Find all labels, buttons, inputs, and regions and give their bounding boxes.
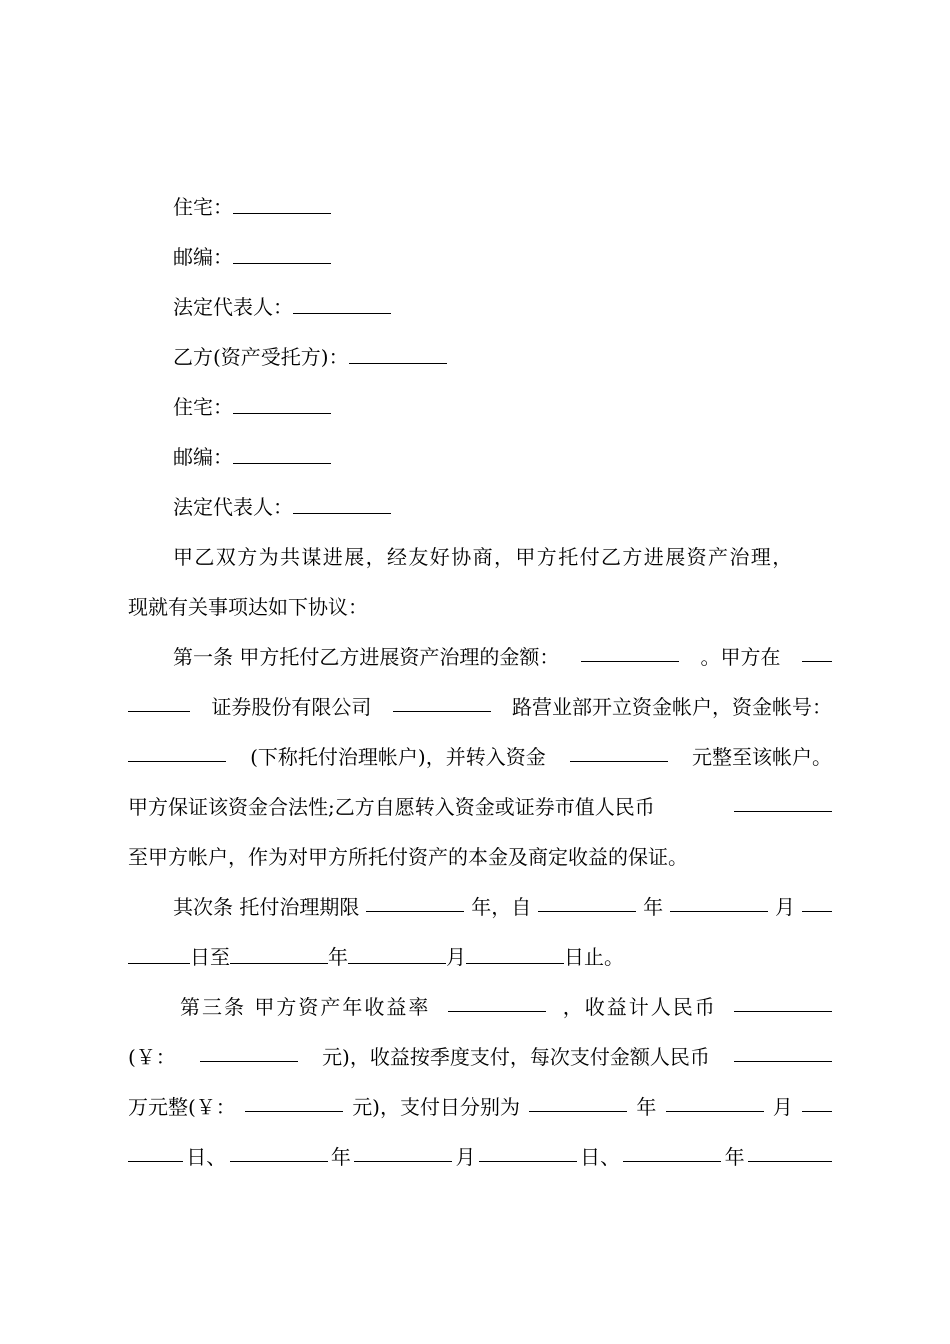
article-1-line-1	[173, 643, 832, 671]
article-1-line-5: 至甲方帐户，作为对甲方所托付资产的本金及商定收益的保证。	[128, 845, 688, 869]
article-2-text: 年	[328, 945, 348, 969]
start-day-blank-start[interactable]	[802, 893, 832, 912]
article-1-text: 证券股份有限公司	[211, 695, 372, 719]
article-3-text: 万元整(￥：	[128, 1095, 236, 1119]
article-3-text: 元)，支付日分别为	[352, 1095, 520, 1119]
securities-company-blank-start[interactable]	[802, 643, 832, 662]
article-3-line-2	[128, 1043, 832, 1071]
article-3-text: 年	[636, 1095, 657, 1119]
party-a-address-blank[interactable]	[233, 195, 331, 214]
start-year-blank[interactable]	[538, 893, 636, 912]
party-a-legal-rep	[173, 293, 391, 321]
start-day-blank-end[interactable]	[128, 945, 190, 964]
party-a-legal-rep-label: 法定代表人：	[173, 295, 293, 319]
yield-amount-blank[interactable]	[734, 993, 832, 1012]
article-3-text: 元)，收益按季度支付，每次支付金额人民币	[322, 1045, 710, 1069]
end-month-blank[interactable]	[348, 945, 446, 964]
article-1-line-2	[128, 693, 832, 721]
start-month-blank[interactable]	[670, 893, 768, 912]
article-2-text: 年	[643, 895, 664, 919]
article-1-text: 元整至该帐户。	[691, 745, 832, 769]
party-a-postcode-label: 邮编：	[173, 245, 233, 269]
party-b-postcode	[173, 443, 331, 471]
article-3-text: 月	[455, 1145, 476, 1169]
article-3-text: 年	[330, 1145, 351, 1169]
article-1-line-3	[128, 743, 832, 771]
payment-2-day-blank[interactable]	[479, 1143, 577, 1162]
party-b-address-label: 住宅：	[173, 395, 233, 419]
article-3-heading: 第三条 甲方资产年收益率	[180, 995, 431, 1019]
party-b-address	[173, 393, 331, 421]
payment-1-day-blank-end[interactable]	[128, 1143, 183, 1162]
article-3-line-3	[128, 1093, 832, 1121]
payment-1-day-blank-start[interactable]	[802, 1093, 832, 1112]
intro-line-2: 现就有关事项达如下协议：	[128, 595, 368, 619]
end-year-blank[interactable]	[230, 945, 328, 964]
transfer-amount-blank[interactable]	[570, 743, 668, 762]
article-2-heading: 其次条 托付治理期限	[173, 895, 360, 919]
party-a-legal-rep-blank[interactable]	[293, 295, 391, 314]
party-a-postcode	[173, 243, 331, 271]
quarterly-payment-yuan-blank[interactable]	[245, 1093, 343, 1112]
securities-company-blank-end[interactable]	[128, 693, 190, 712]
party-b-title	[173, 343, 447, 371]
article-1-text: 路营业部开立资金帐户，资金帐号：	[511, 695, 832, 719]
payment-1-month-blank[interactable]	[666, 1093, 764, 1112]
party-b-legal-rep-blank[interactable]	[293, 495, 391, 514]
party-a-address	[173, 193, 331, 221]
article-1-text: (下称托付治理帐户)，并转入资金	[250, 745, 546, 769]
party-b-legal-rep	[173, 493, 391, 521]
term-years-blank[interactable]	[366, 893, 464, 912]
article-3-text: 年	[724, 1145, 745, 1169]
party-a-address-label: 住宅：	[173, 195, 233, 219]
article-3-text: 日、	[186, 1145, 227, 1169]
article-2-text: 月	[446, 945, 466, 969]
article-2-text: 月	[774, 895, 795, 919]
annual-yield-rate-blank[interactable]	[448, 993, 546, 1012]
guarantee-amount-blank[interactable]	[734, 793, 832, 812]
article-3-line-1	[180, 993, 832, 1021]
article-3-text: 月	[772, 1095, 793, 1119]
payment-3-year-blank[interactable]	[623, 1143, 721, 1162]
article-2-text: 日至	[190, 945, 230, 969]
payment-2-month-blank[interactable]	[354, 1143, 452, 1162]
party-b-postcode-blank[interactable]	[233, 445, 331, 464]
article-1-text: 甲方保证该资金合法性;乙方自愿转入资金或证券市值人民币	[128, 795, 655, 819]
intro-line-1: 甲乙双方为共谋进展，经友好协商，甲方托付乙方进展资产治理，	[173, 545, 794, 569]
article-3-text: ，收益计人民币	[562, 995, 717, 1019]
payment-3-month-blank[interactable]	[748, 1143, 832, 1162]
party-b-address-blank[interactable]	[233, 395, 331, 414]
article-3-line-4	[128, 1143, 832, 1171]
branch-road-blank[interactable]	[393, 693, 491, 712]
article-1-heading: 第一条 甲方托付乙方进展资产治理的金额：	[173, 645, 560, 669]
yield-amount-yuan-blank[interactable]	[200, 1043, 298, 1062]
article-2-line-1	[173, 893, 832, 921]
article-3-text: (￥：	[128, 1045, 176, 1069]
article-2-text: 日止。	[564, 945, 624, 969]
party-b-title-label: 乙方(资产受托方)：	[173, 345, 349, 369]
payment-1-year-blank[interactable]	[529, 1093, 627, 1112]
article-2-line-2	[128, 943, 624, 971]
article-1-text: 。甲方在	[700, 645, 781, 669]
article-3-text: 日、	[580, 1145, 621, 1169]
quarterly-payment-blank[interactable]	[734, 1043, 832, 1062]
end-day-blank[interactable]	[466, 945, 564, 964]
article-2-text: 年，自	[471, 895, 532, 919]
payment-2-year-blank[interactable]	[230, 1143, 328, 1162]
party-b-postcode-label: 邮编：	[173, 445, 233, 469]
party-a-postcode-blank[interactable]	[233, 245, 331, 264]
party-b-name-blank[interactable]	[349, 345, 447, 364]
party-b-legal-rep-label: 法定代表人：	[173, 495, 293, 519]
entrusted-amount-blank[interactable]	[581, 643, 679, 662]
article-1-line-4	[128, 793, 832, 821]
fund-account-number-blank[interactable]	[128, 743, 226, 762]
